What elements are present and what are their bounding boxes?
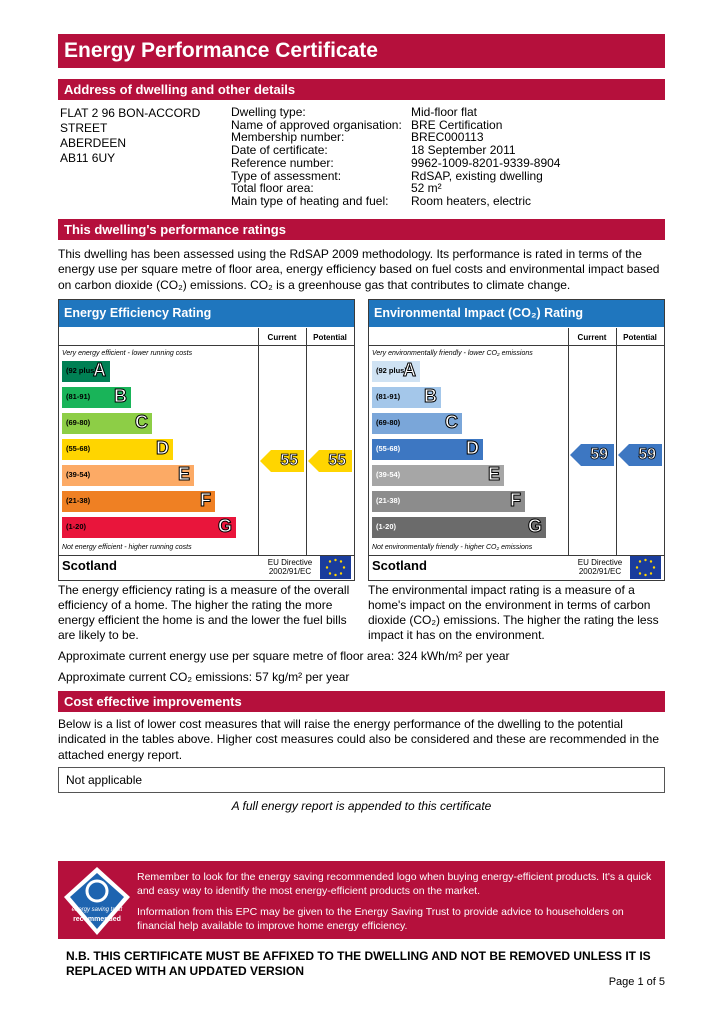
address-line: AB11 6UY <box>60 151 116 165</box>
env-band-d <box>372 439 483 460</box>
band-letter: B <box>424 386 437 406</box>
env-rating-description: The environmental impact rating is a measure of a home's impact on the environment in terms of carbon dioxide (CO₂) emissions. The higher the rating the less impact it has on the environment. <box>368 583 659 642</box>
band-range: (92 plus) <box>376 366 407 375</box>
energy-band-e <box>62 465 194 486</box>
energy-rating-description: The energy efficiency rating is a measure of the overall efficiency of a home. The higher the rating the more energy efficient the home is and the lower the fuel bills are likely to be. <box>58 583 350 642</box>
band-range: (81-91) <box>66 392 91 401</box>
detail-label: Total floor area: <box>231 181 314 196</box>
eu-directive-line: 2002/91/EC <box>578 567 622 576</box>
energy-potential-value: 55 <box>328 452 346 469</box>
env-col-current: Current <box>577 333 607 342</box>
band-letter: E <box>487 464 500 484</box>
detail-label: Name of approved organisation: <box>231 117 402 132</box>
energy-potential-arrow <box>308 450 352 472</box>
energy-country: Scotland <box>62 558 117 573</box>
env-band-g <box>372 517 546 538</box>
band-letter: F <box>510 490 521 510</box>
eu-flag-icon <box>320 556 351 579</box>
detail-value: Room heaters, electric <box>411 193 532 208</box>
band-letter: C <box>445 412 458 432</box>
detail-value: 18 September 2011 <box>411 143 516 158</box>
env-top-note: Very environmentally friendly - lower CO₂ emissions <box>372 350 533 357</box>
divider <box>59 345 354 346</box>
section-header-performance: This dwelling's performance ratings <box>58 219 665 240</box>
env-band-c <box>372 413 462 434</box>
performance-description: This dwelling has been assessed using the RdSAP 2009 methodology. Its performance is rated in terms of the energy use per square metre of floor area, energy efficiency based on fuel costs and environmental impact based on carbon dioxide (CO₂) emissions. CO₂ is a greenhouse gas that contributes to climate change. <box>58 247 660 292</box>
band-range: (21-38) <box>66 496 91 505</box>
energy-use-statement: Approximate current energy use per square metre of floor area: 324 kWh/m² per year <box>58 649 510 663</box>
dwelling-address <box>60 106 220 166</box>
detail-label: Type of assessment: <box>231 168 342 183</box>
promo-paragraph: Remember to look for the energy saving recommended logo when buying energy-efficient products. It's a quick and easy way to identify the most energy-efficient products on the market. <box>137 871 652 897</box>
energy-col-potential: Potential <box>313 333 347 342</box>
divider <box>306 328 307 555</box>
env-bottom-note: Not environmentally friendly - higher CO₂ emissions <box>372 544 533 551</box>
address-line: STREET <box>60 121 108 135</box>
band-range: (1-20) <box>376 522 397 531</box>
promo-paragraph: Information from this EPC may be given to the Energy Saving Trust to provide advice to householders on financial help available to improve home energy efficiency. <box>137 906 624 932</box>
logo-badge: recommended <box>73 916 121 923</box>
appended-report-note: A full energy report is appended to this certificate <box>231 799 492 813</box>
env-col-potential: Potential <box>623 333 657 342</box>
affix-notice: N.B. THIS CERTIFICATE MUST BE AFFIXED TO THE DWELLING AND NOT BE REMOVED UNLESS IT IS REPLACED WITH AN UPDATED VERSION <box>66 949 651 978</box>
section-header-address: Address of dwelling and other details <box>58 79 665 100</box>
env-band-a <box>372 361 420 382</box>
energy-panel-title: Energy Efficiency Rating <box>59 300 354 327</box>
address-line: FLAT 2 96 BON-ACCORD <box>60 106 201 120</box>
band-letter: G <box>527 516 542 536</box>
energy-current-arrow <box>260 450 304 472</box>
band-letter: A <box>403 360 416 380</box>
energy-current-value: 55 <box>280 452 298 469</box>
env-band-e <box>372 465 504 486</box>
detail-label: Date of certificate: <box>231 143 328 158</box>
band-letter: E <box>177 464 190 484</box>
energy-band-g <box>62 517 236 538</box>
band-letter: D <box>156 438 169 458</box>
details-labels <box>231 106 402 208</box>
env-panel-title: Environmental Impact (CO₂) Rating <box>369 300 664 327</box>
detail-label: Main type of heating and fuel: <box>231 193 389 208</box>
env-band-b <box>372 387 441 408</box>
address-line: ABERDEEN <box>60 136 127 150</box>
band-range: (55-68) <box>66 444 91 453</box>
env-eu-directive <box>572 558 628 576</box>
certificate-title: Energy Performance Certificate <box>58 34 665 68</box>
detail-label: Dwelling type: <box>231 105 306 119</box>
details-values <box>411 106 560 208</box>
energy-eu-directive <box>262 558 318 576</box>
energy-band-c <box>62 413 152 434</box>
section-header-improvements: Cost effective improvements <box>58 691 665 712</box>
band-letter: A <box>93 360 106 380</box>
eu-directive-line: EU Directive <box>577 558 623 567</box>
band-letter: B <box>114 386 127 406</box>
band-range: (55-68) <box>376 444 401 453</box>
eu-directive-line: 2002/91/EC <box>268 567 312 576</box>
co2-emissions-statement: Approximate current CO₂ emissions: 57 kg/m² per year <box>58 670 350 684</box>
band-range: (69-80) <box>376 418 401 427</box>
band-range: (81-91) <box>376 392 401 401</box>
env-band-f <box>372 491 525 512</box>
band-range: (1-20) <box>66 522 87 531</box>
divider <box>258 328 259 555</box>
improvements-list-box: Not applicable <box>58 767 665 793</box>
eu-flag-icon <box>630 556 661 579</box>
detail-label: Reference number: <box>231 155 334 170</box>
detail-value: Mid-floor flat <box>411 105 478 119</box>
energy-saving-recommended-logo <box>62 865 132 937</box>
eu-directive-line: EU Directive <box>267 558 313 567</box>
energy-band-f <box>62 491 215 512</box>
env-potential-arrow <box>618 444 662 466</box>
band-range: (69-80) <box>66 418 91 427</box>
band-range: (39-54) <box>376 470 401 479</box>
band-letter: F <box>200 490 211 510</box>
band-letter: G <box>217 516 232 536</box>
divider <box>369 345 664 346</box>
energy-bottom-note: Not energy efficient - higher running costs <box>62 544 192 551</box>
detail-value: 52 m² <box>411 181 442 196</box>
energy-saving-promo-banner <box>58 861 665 939</box>
energy-band-a <box>62 361 110 382</box>
env-current-arrow <box>570 444 614 466</box>
env-potential-value: 59 <box>638 446 656 463</box>
energy-band-b <box>62 387 131 408</box>
divider <box>369 555 664 556</box>
energy-col-current: Current <box>267 333 297 342</box>
detail-label: Membership number: <box>231 130 345 145</box>
energy-band-d <box>62 439 173 460</box>
env-country: Scotland <box>372 558 427 573</box>
divider <box>616 328 617 555</box>
detail-value: BREC000113 <box>411 130 484 145</box>
logo-text: energy saving trust <box>71 907 123 913</box>
band-range: (21-38) <box>376 496 401 505</box>
energy-top-note: Very energy efficient - lower running costs <box>62 350 193 357</box>
detail-value: 9962-1009-8201-9339-8904 <box>411 155 561 170</box>
env-current-value: 59 <box>590 446 608 463</box>
band-letter: C <box>135 412 148 432</box>
detail-value: BRE Certification <box>411 117 503 132</box>
detail-value: RdSAP, existing dwelling <box>411 168 543 183</box>
divider <box>59 555 354 556</box>
band-letter: D <box>466 438 479 458</box>
improvements-description: Below is a list of lower cost measures that will raise the energy performance of the dwelling to the potential indicated in the tables above. Higher cost measures could also be considered and these are recommended in the attached energy report. <box>58 717 660 762</box>
band-range: (92 plus) <box>66 366 97 375</box>
band-range: (39-54) <box>66 470 91 479</box>
page-number: Page 1 of 5 <box>608 976 665 988</box>
divider <box>568 328 569 555</box>
